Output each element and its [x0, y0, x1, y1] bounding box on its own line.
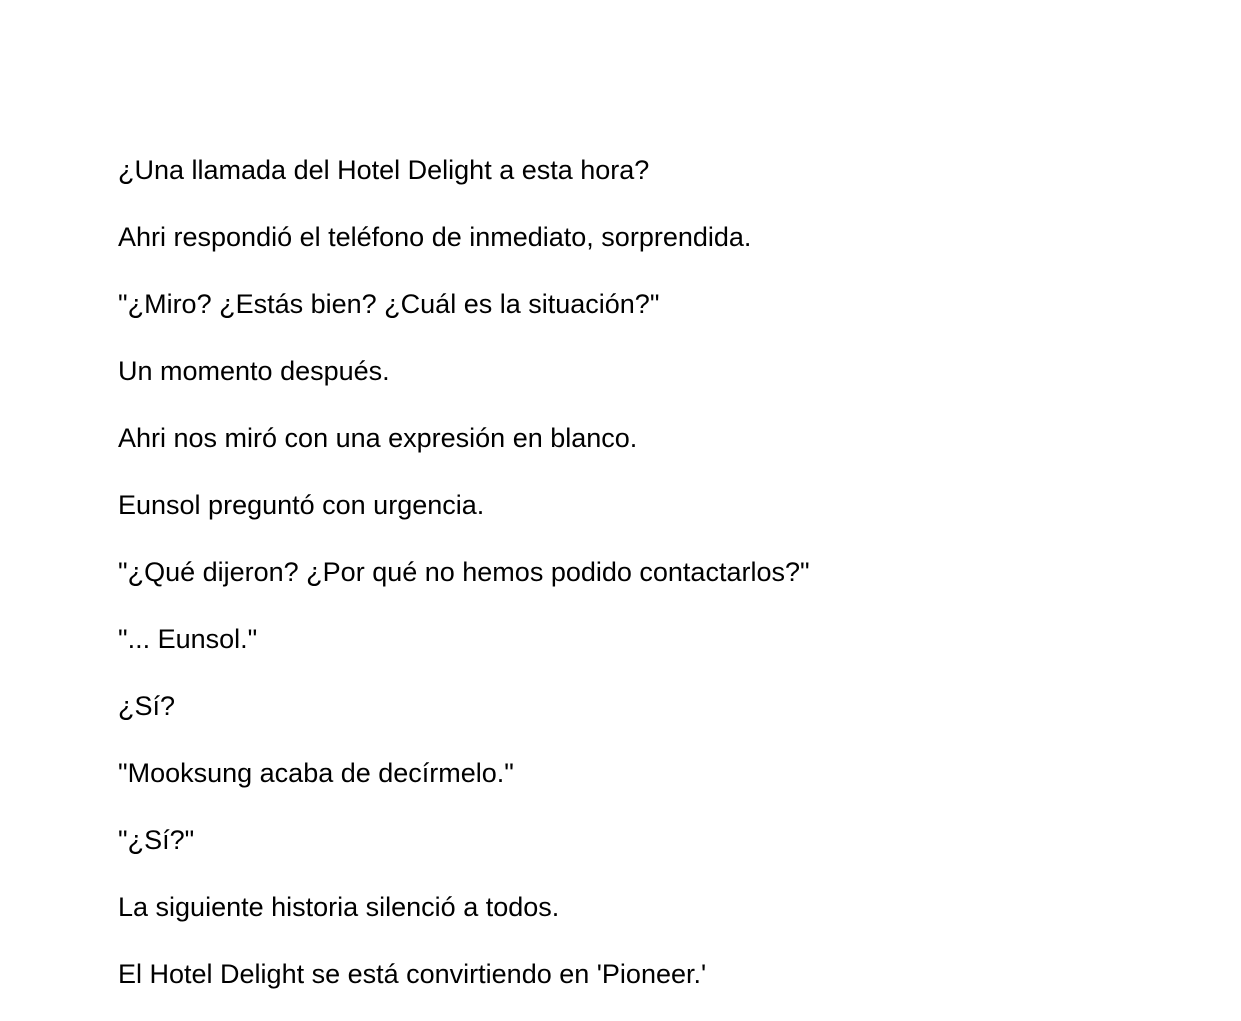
- paragraph: Ahri nos miró con una expresión en blanco.: [118, 423, 638, 453]
- paragraph: "¿Sí?": [118, 825, 195, 855]
- paragraph: ¿Sí?: [118, 691, 176, 721]
- paragraph: "... Eunsol.": [118, 624, 258, 654]
- paragraph: Un momento después.: [118, 356, 390, 386]
- paragraph: "Mooksung acaba de decírmelo.": [118, 758, 514, 788]
- paragraph: Ahri respondió el teléfono de inmediato, sorprendida.: [118, 222, 752, 252]
- paragraph: "¿Qué dijeron? ¿Por qué no hemos podido contactarlos?": [118, 557, 810, 587]
- document-body: [118, 150, 810, 1021]
- paragraph: La siguiente historia silenció a todos.: [118, 892, 560, 922]
- paragraph: Eunsol preguntó con urgencia.: [118, 490, 485, 520]
- paragraph: ¿Una llamada del Hotel Delight a esta hora?: [118, 155, 650, 185]
- paragraph: El Hotel Delight se está convirtiendo en 'Pioneer.': [118, 959, 707, 989]
- paragraph: "¿Miro? ¿Estás bien? ¿Cuál es la situación?": [118, 289, 660, 319]
